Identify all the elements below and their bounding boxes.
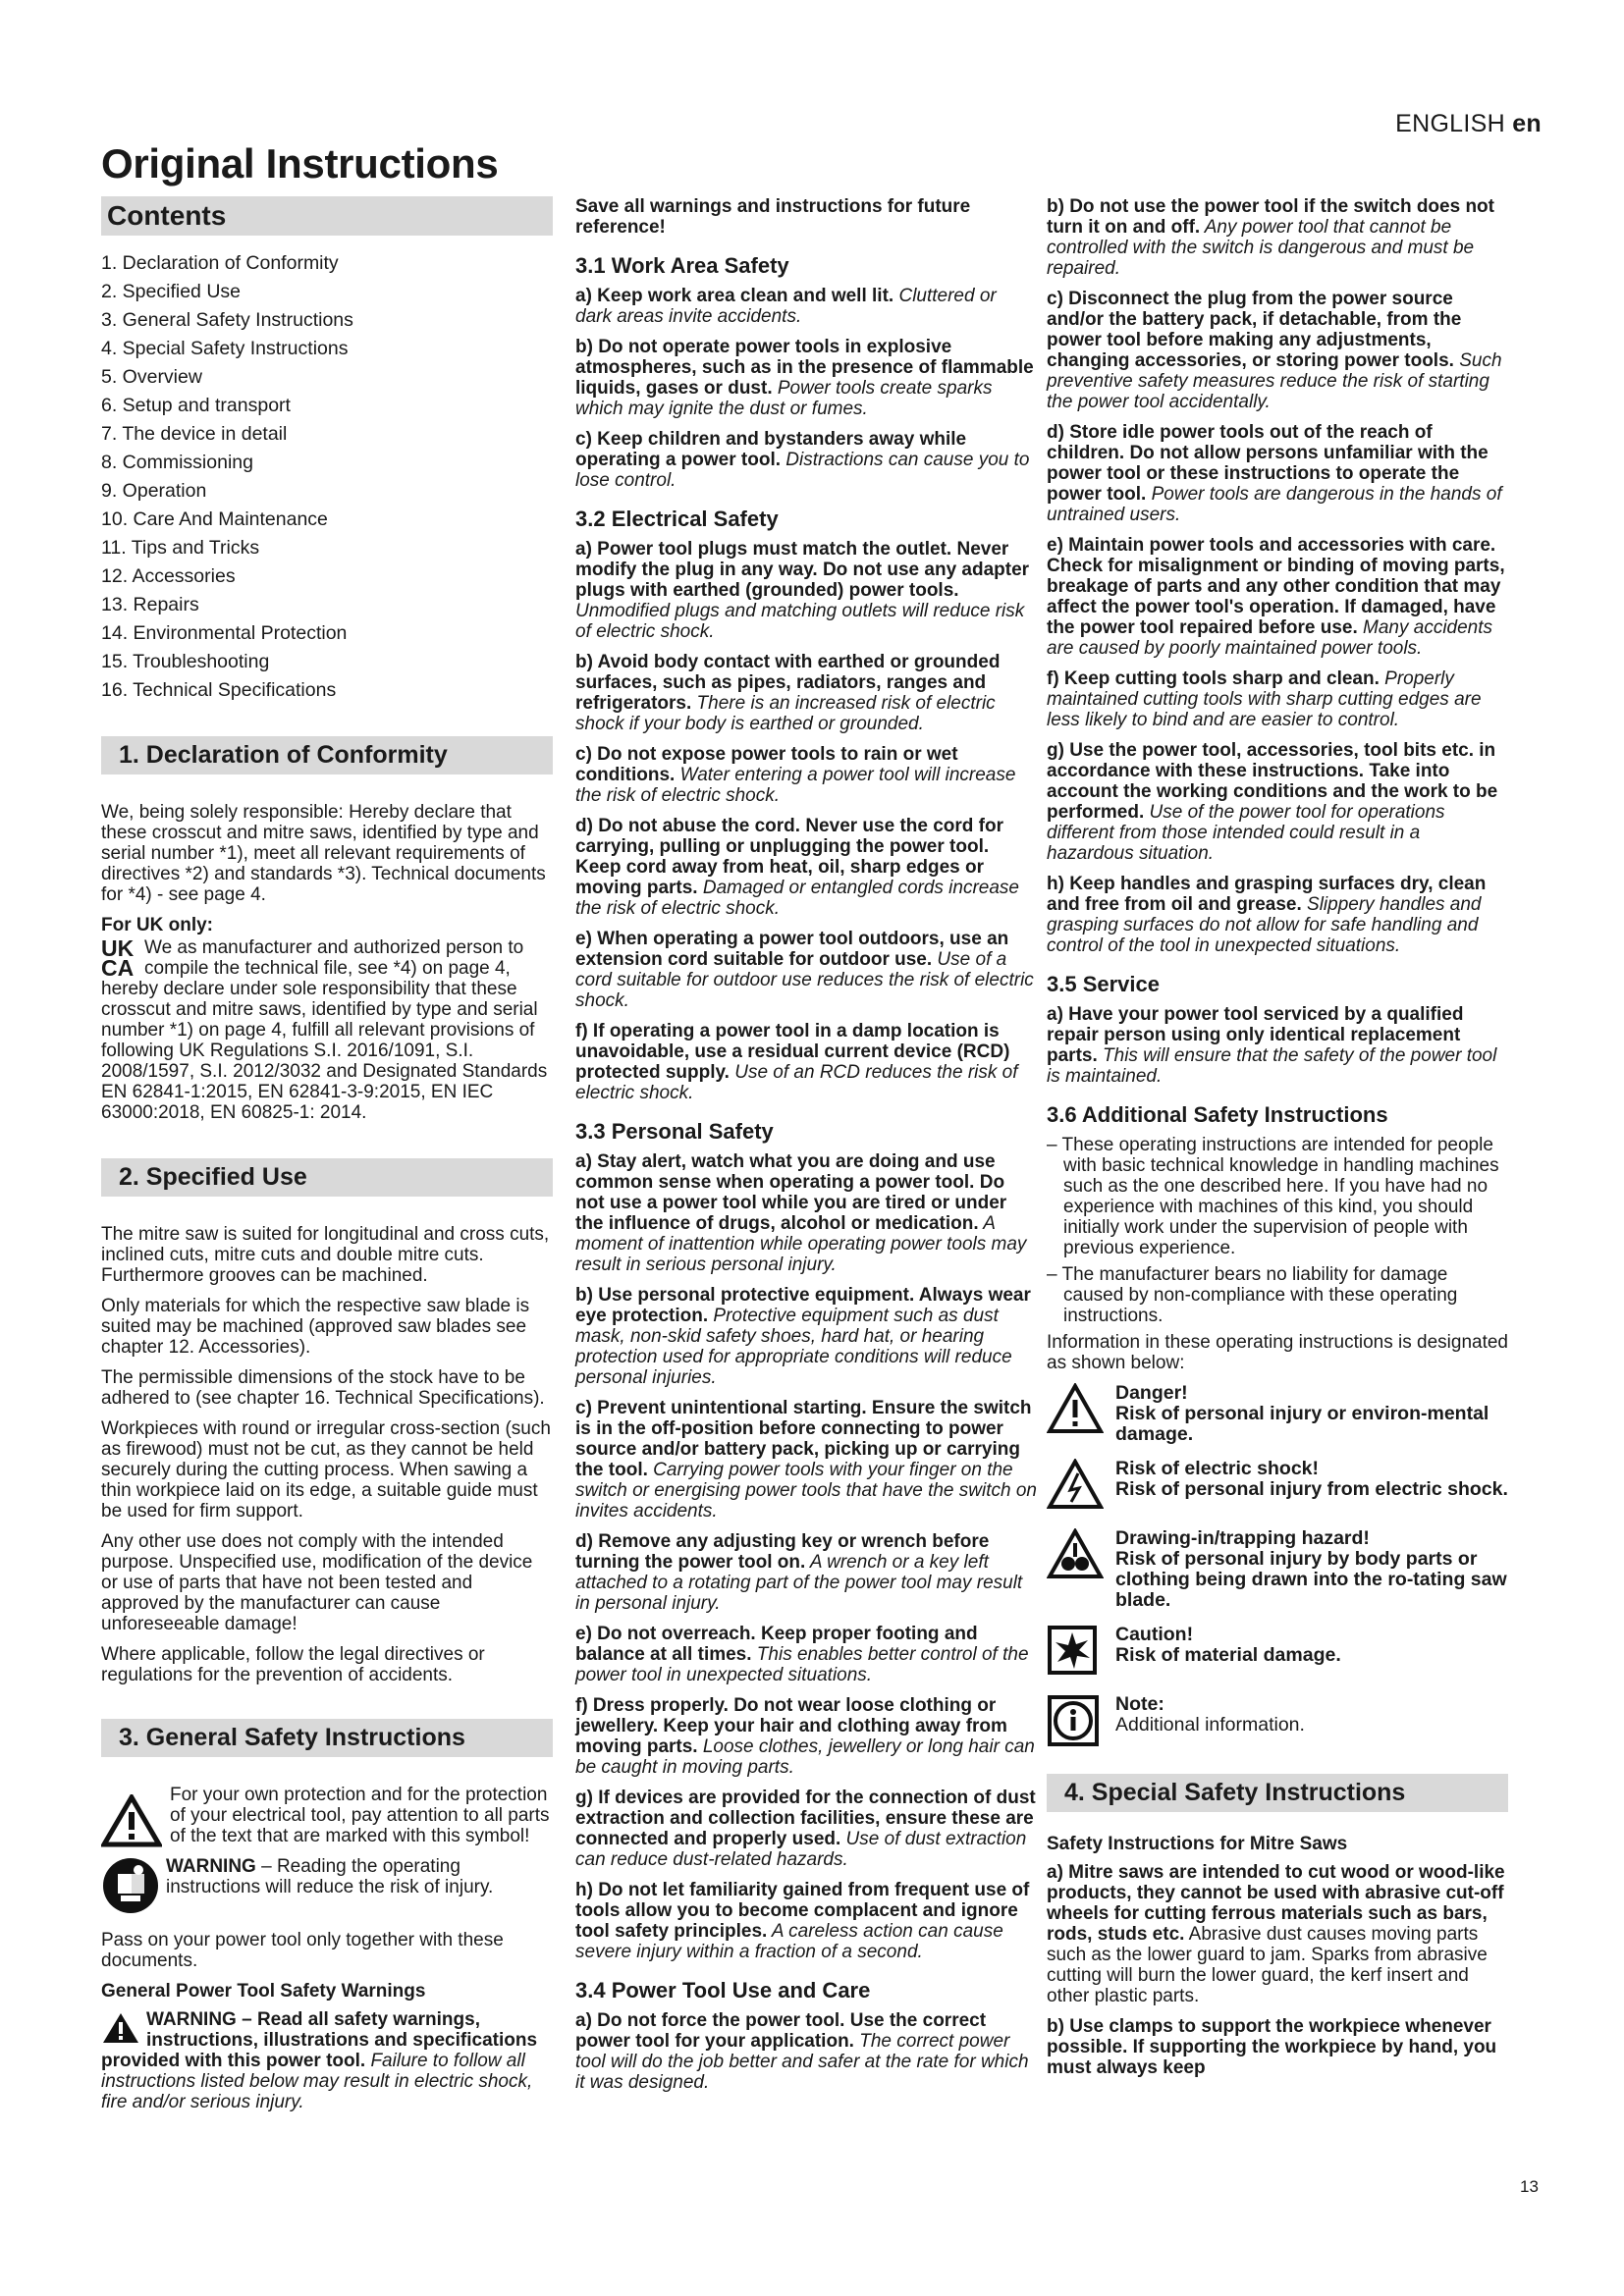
warning-triangle-filled-icon [101,2011,140,2050]
safety-item [575,1695,1037,1778]
symbol-caution-row [1047,1625,1508,1681]
specified-use-text: The permissible dimensions of the stock have to be adhered to (see chapter 16. Technical Specifications). [101,1367,545,1409]
page-number: 13 [1520,2177,1539,2196]
safety-item [1047,668,1508,730]
symbol-title: Caution! [1115,1624,1194,1645]
item-note: A wrench or a key left attached to a rotating part of the power tool may result in personal injury. [575,1552,1023,1614]
specified-use-text: Any other use does not comply with the intended purpose. Unspecified use, modification of the device or use of parts that have not been tested and approved by the manufacturer can cause unforeseeable damage! [101,1531,533,1634]
symbol-title: Drawing-in/trapping hazard! [1115,1527,1370,1549]
item-lead: a) Have your power tool serviced by a qualified repair person using only identical replacement parts. [1047,1004,1464,1066]
toc-item[interactable]: 1. Declaration of Conformity [101,252,339,274]
column-left [101,196,553,2122]
toc-item[interactable]: 9. Operation [101,480,207,502]
item-lead: h) Do not let familiarity gained from frequent use of tools allow you to become complacent and ignore tool safety principles. [575,1880,1030,1942]
safety-item [575,2010,1037,2093]
symbol-title: Danger! [1115,1382,1188,1404]
toc-item[interactable]: 14. Environmental Protection [101,622,348,644]
item-lead: a) Keep work area clean and well lit. [575,286,894,306]
symbol-text [1115,1625,1341,1681]
symbol-text [1115,1459,1508,1515]
item-lead: d) Store idle power tools out of the reach of children. Do not allow persons unfamiliar with the power tool or these instructions to operate the power tool. [1047,422,1489,505]
specified-use-text: The mitre saw is suited for longitudinal and cross cuts, inclined cuts, mitre cuts and double mitre cuts. Furthermore grooves can be machined. [101,1224,550,1286]
subsection-work-area: 3.1 Work Area Safety [575,253,789,278]
symbol-title: Note: [1115,1693,1164,1715]
item-lead: b) Use personal protective equipment. Always wear eye protection. [575,1285,1031,1326]
symbol-text [1115,1528,1508,1611]
toc-item[interactable]: 12. Accessories [101,565,236,587]
symbol-desc: Risk of personal injury by body parts or clothing being drawn into the ro-tating saw blade. [1115,1548,1507,1611]
ukca-mark-icon [101,935,144,981]
item-lead: b) Avoid body contact with earthed or grounded surfaces, such as pipes, radiators, ranges and refrigerators. [575,652,1001,714]
safety-item [575,1624,1037,1685]
item-note: Such preventive safety measures reduce the risk of starting the power tool accidentally. [1047,350,1502,412]
safety-item [575,816,1037,919]
item-note: Cluttered or dark areas invite accidents. [575,286,997,327]
ukca-mark-top: UK [101,935,135,961]
item-lead: f) If operating a power tool in a damp location is unavoidable, use a residual current device (RCD) protected supply. [575,1021,1010,1083]
symbol-note-row [1047,1694,1508,1752]
subsection-personal: 3.3 Personal Safety [575,1119,774,1144]
general-warning [101,2009,553,2112]
toc-item[interactable]: 16. Technical Specifications [101,679,337,701]
toc-item[interactable]: 3. General Safety Instructions [101,309,353,331]
safety-item [1047,2016,1508,2078]
item-note: Damaged or entangled cords increase the risk of electric shock. [575,878,1019,919]
item-note: Abrasive dust causes moving parts such as the lower guard to jam. Sparks from abrasive cutting will burn the lower guard, the kerf insert and other plastic parts. [1047,1924,1488,2006]
section-heading-declaration: 1. Declaration of Conformity [101,736,553,774]
language-label [1276,110,1542,138]
item-note: Distractions can cause you to lose control. [575,450,1030,491]
item-note: Use of dust extraction can reduce dust-related hazards. [575,1829,1027,1870]
general-warning-lead: WARNING – Read all safety warnings, instructions, illustrations and specifications provided with this power tool. [101,2009,538,2071]
item-note: This will ensure that the safety of the power tool is maintained. [1047,1045,1497,1087]
trapping-hazard-icon [1047,1528,1115,1611]
toc-item[interactable]: 7. The device in detail [101,423,288,445]
specified-use-text: Only materials for which the respective saw blade is suited may be machined (approved saw blades see chapter 12. Accessories). [101,1296,530,1358]
subsection-tool-use: 3.4 Power Tool Use and Care [575,1978,871,2002]
contents-list [101,249,553,705]
safety-item [575,337,1037,419]
symbol-desc: Risk of material damage. [1115,1644,1341,1666]
uk-declaration-text: We as manufacturer and authorized person to compile the technical file, see *4) on page 4, hereby declare under sole responsibility that these crosscut and mitre saws, identified by type and serial number *1) on page 4, fulfill all relevant provisions of following UK Regulations S.I. 2016/1091, S.I. 2008/1597, S.I. 2012/3032 and Designated Standards EN 62841-1:2015, EN 62841-3-9:2015, EN IEC 63000:2018, EN 60825-1: 2014. [101,937,548,1123]
item-note: Carrying power tools with your finger on the switch or energising power tools that have the switch on invites accidents. [575,1460,1037,1522]
uk-heading: For UK only: [101,915,213,935]
safety-item [575,1531,1037,1614]
item-lead: e) When operating a power tool outdoors, use an extension cord suitable for outdoor use. [575,929,1009,970]
item-note: The correct power tool will do the job better and safer at the rate for which it was designed. [575,2031,1029,2093]
item-lead: b) Do not use the power tool if the switch does not turn it on and off. [1047,196,1494,238]
subsection-service: 3.5 Service [1047,972,1160,996]
item-lead: b) Do not operate power tools in explosive atmospheres, such as in the presence of flammable liquids, gases or dust. [575,337,1034,399]
safety-item [1047,196,1508,279]
ukca-mark-bottom: CA [101,955,135,981]
item-lead: c) Do not expose power tools to rain or wet conditions. [575,744,958,785]
item-lead: e) Maintain power tools and accessories with care. Check for misalignment or binding of moving parts, breakage of parts and any other condition that may affect the power tool's operation. If damaged, have the power tool repaired before use. [1047,535,1505,638]
safety-item [1047,535,1508,659]
additional-list [1047,1135,1508,1326]
safety-item [1047,874,1508,956]
symbol-desc: Risk of personal injury or environ-mental damage. [1115,1403,1489,1445]
item-lead: a) Power tool plugs must match the outlet. Never modify the plug in any way. Do not use any adapter plugs with earthed (grounded) power tools. [575,539,1030,601]
toc-item[interactable]: 6. Setup and transport [101,395,291,416]
safety-item [575,929,1037,1011]
mitre-saw-heading: Safety Instructions for Mitre Saws [1047,1834,1348,1854]
read-warning-text [166,1856,553,1897]
item-lead: f) Keep cutting tools sharp and clean. [1047,668,1380,689]
item-lead: f) Dress properly. Do not wear loose clothing or jewellery. Keep your hair and clothing away from moving parts. [575,1695,1007,1757]
safety-item [575,1788,1037,1870]
item-lead: d) Remove any adjusting key or wrench before turning the power tool on. [575,1531,990,1573]
item-lead: g) If devices are provided for the connection of dust extraction and collection facilities, ensure these are connected and properly used. [575,1788,1036,1849]
list-item: – The manufacturer bears no liability for damage caused by non-compliance with these operating instructions. [1047,1264,1458,1326]
general-warnings-heading: General Power Tool Safety Warnings [101,1981,426,2002]
symbol-text [1115,1694,1305,1752]
item-lead: a) Do not force the power tool. Use the correct power tool for your application. [575,2010,987,2052]
symbol-electric-row [1047,1459,1508,1515]
info-icon [1047,1694,1115,1752]
declaration-text: We, being solely responsible: Hereby declare that these crosscut and mitre saws, identified by type and serial number *1), meet all relevant requirements of directives *2) and standards *3). Technical documents for *4) - see page 4. [101,802,546,905]
item-note: Slippery handles and grasping surfaces do not allow for safe handling and control of the tool in unexpected situations. [1047,894,1482,956]
section-heading-specified-use: 2. Specified Use [101,1158,553,1197]
safety-item [1047,289,1508,412]
safety-item [575,1151,1037,1275]
safety-item [575,539,1037,642]
symbol-title: Risk of electric shock! [1115,1458,1319,1479]
item-note: This enables better control of the power tool in unexpected situations. [575,1644,1029,1685]
item-lead: c) Disconnect the plug from the power source and/or the battery pack, if detachable, from the power tool before making any adjustments, changing accessories, or storing power tools. [1047,289,1462,371]
item-note: Loose clothes, jewellery or long hair can be caught in moving parts. [575,1736,1035,1778]
item-lead: b) Use clamps to support the workpiece whenever possible. If supporting the workpiece by hand, you must always keep [1047,2016,1497,2078]
item-note: A careless action can cause severe injury within a fraction of a second. [575,1921,1003,1962]
read-manual-icon [101,1856,166,1920]
item-lead: h) Keep handles and grasping surfaces dry, clean and free from oil and grease. [1047,874,1487,915]
warning-read-body: – Reading the operating instructions will reduce the risk of injury. [166,1856,494,1897]
item-note: Properly maintained cutting tools with sharp cutting edges are less likely to bind and are easier to control. [1047,668,1482,730]
item-note: Water entering a power tool will increase the risk of electric shock. [575,765,1016,806]
subsection-electrical: 3.2 Electrical Safety [575,507,779,531]
toc-item[interactable]: 11. Tips and Tricks [101,537,260,559]
specified-use-text: Where applicable, follow the legal directives or regulations for the prevention of accidents. [101,1644,485,1685]
item-note: Any power tool that cannot be controlled with the switch is dangerous and must be repaired. [1047,217,1475,279]
item-note: Protective equipment such as dust mask, non-skid safety shoes, hard hat, or hearing protection used for appropriate conditions will reduce personal injuries. [575,1306,1012,1388]
safety-item [575,1880,1037,1962]
pass-on-text: Pass on your power tool only together with these documents. [101,1930,504,1971]
item-lead: g) Use the power tool, accessories, tool bits etc. in accordance with these instructions. Take into account the working conditions and the work to be performed. [1047,740,1498,823]
subsection-additional: 3.6 Additional Safety Instructions [1047,1102,1388,1127]
safety-item [575,744,1037,806]
symbol-desc: Additional information. [1115,1714,1305,1735]
document-title: Original Instructions [101,140,499,187]
read-instructions-warning [101,1856,553,1920]
electric-shock-icon [1047,1459,1115,1515]
item-note: Use of an RCD reduces the risk of electric shock. [575,1062,1018,1103]
caution-icon [1047,1625,1115,1681]
symbol-trapping-row [1047,1528,1508,1611]
warning-triangle-icon [101,1794,162,1852]
symbol-intro [101,1785,553,1846]
safety-item [575,1285,1037,1388]
language-name: ENGLISH [1395,110,1505,137]
safety-item [1047,1004,1508,1087]
specified-use-text: Workpieces with round or irregular cross-section (such as firewood) must not be cut, as they cannot be held securely during the cutting process. When sawing a thin workpiece laid on its edge, a suitable guide must be used for firm support. [101,1418,551,1522]
item-note: A moment of inattention while operating power tools may result in serious personal injury. [575,1213,1027,1275]
item-lead: a) Stay alert, watch what you are doing and use common sense when operating a power tool. Do not use a power tool while you are tired or under the influence of drugs, alcohol or medication. [575,1151,1007,1234]
safety-item [1047,1862,1508,2006]
item-lead: c) Prevent unintentional starting. Ensure the switch is in the off-position before connecting to power source and/or battery pack, picking up or carrying the tool. [575,1398,1032,1480]
item-note: There is an increased risk of electric shock if your body is earthed or grounded. [575,693,996,734]
symbol-danger-row [1047,1383,1508,1445]
section-heading-special-safety: 4. Special Safety Instructions [1047,1774,1508,1812]
safety-item [575,1021,1037,1103]
contents-heading: Contents [101,196,553,236]
toc-item[interactable]: 10. Care And Maintenance [101,508,328,530]
safety-item [575,286,1037,327]
toc-item[interactable]: 5. Overview [101,366,202,388]
toc-item[interactable]: 4. Special Safety Instructions [101,338,349,359]
item-note: Use of the power tool for operations different from those intended could result in a hazardous situation. [1047,802,1445,864]
toc-item[interactable]: 8. Commissioning [101,452,253,473]
safety-item [1047,422,1508,525]
toc-item[interactable]: 15. Troubleshooting [101,651,270,672]
safety-item [575,652,1037,734]
column-right [1047,196,1508,2088]
item-note: Unmodified plugs and matching outlets will reduce risk of electric shock. [575,601,1025,642]
list-item: – These operating instructions are intended for people with basic technical knowledge in handling machines such as the one described here. If you have had no experience with machines of this kind, you should initially work under the supervision of people with previous experience. [1047,1135,1499,1258]
safety-item [575,429,1037,491]
item-lead: e) Do not overreach. Keep proper footing and balance at all times. [575,1624,978,1665]
item-note: Power tools are dangerous in the hands of untrained users. [1047,484,1502,525]
warning-label: WARNING [166,1856,256,1877]
save-instructions: Save all warnings and instructions for future reference! [575,196,971,238]
symbol-desc: Risk of personal injury from electric shock. [1115,1478,1508,1500]
item-note: Many accidents are caused by poorly maintained power tools. [1047,617,1493,659]
danger-icon [1047,1383,1115,1445]
symbol-text [1115,1383,1508,1445]
safety-item [1047,740,1508,864]
item-lead: a) Mitre saws are intended to cut wood or wood-like products, they cannot be used with abrasive cut-off wheels for cutting ferrous materials such as bars, rods, studs etc. [1047,1862,1505,1945]
toc-item[interactable]: 2. Specified Use [101,281,241,302]
symbol-intro-text: For your own protection and for the protection of your electrical tool, pay attention to all parts of the text that are marked with this symbol! [170,1785,550,1846]
item-note: Use of a cord suitable for outdoor use reduces the risk of electric shock. [575,949,1034,1011]
language-code: en [1512,110,1542,137]
item-lead: d) Do not abuse the cord. Never use the cord for carrying, pulling or unplugging the power tool. Keep cord away from heat, oil, sharp edges or moving parts. [575,816,1004,898]
info-intro: Information in these operating instructions is designated as shown below: [1047,1332,1508,1373]
item-lead: c) Keep children and bystanders away while operating a power tool. [575,429,967,470]
section-heading-general-safety: 3. General Safety Instructions [101,1719,553,1757]
item-note: Power tools create sparks which may ignite the dust or fumes. [575,378,993,419]
toc-item[interactable]: 13. Repairs [101,594,199,615]
column-middle [575,196,1037,2103]
general-warning-note: Failure to follow all instructions listed below may result in electric shock, fire and/or serious injury. [101,2051,533,2112]
uk-declaration [101,937,553,1123]
safety-item [575,1398,1037,1522]
